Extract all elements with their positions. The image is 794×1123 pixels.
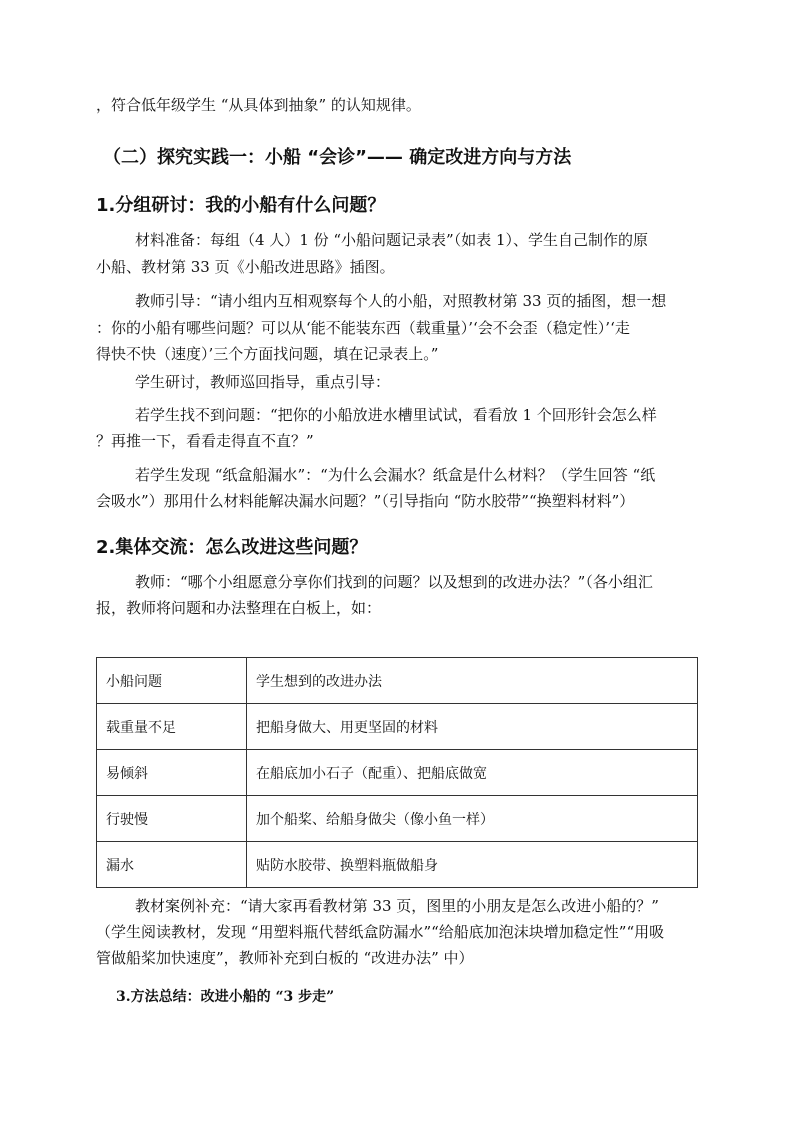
materials-line-1: 材料准备：每组（4 人）1 份 “小船问题记录表”（如表 1）、学生自己制作的原 xyxy=(135,231,649,249)
solution-cell: 加个船桨、给船身做尖（像小鱼一样） xyxy=(247,796,698,842)
teacher-guide-line-1: 教师引导：“请小组内互相观察每个人的小船，对照教材第 33 页的插图，想一想 xyxy=(135,292,667,310)
teacher-guide-line-2: ：你的小船有哪些问题？可以从‘能不能装东西（载重量）’‘会不会歪（稳定性）’‘走 xyxy=(96,319,630,337)
solution-cell: 把船身做大、用更坚固的材料 xyxy=(247,704,698,750)
cant-find-line-1: 若学生找不到问题：“把你的小船放进水槽里试试，看看放 1 个回形针会怎么样 xyxy=(135,406,657,424)
step3-heading: 3.方法总结：改进小船的 “3 步走” xyxy=(116,989,335,1005)
teacher-guide-line-3: 得快不快（速度）’三个方面找问题，填在记录表上。” xyxy=(96,345,439,363)
table-row xyxy=(97,750,698,796)
textbook-line-1: 教材案例补充：“请大家再看教材第 33 页，图里的小朋友是怎么改进小船的？” xyxy=(135,897,659,915)
intro-tail-line: ，符合低年级学生 “从具体到抽象” 的认知规律。 xyxy=(96,96,421,114)
table-header-cell: 小船问题 xyxy=(97,658,247,704)
textbook-line-2: （学生阅读教材，发现 “用塑料瓶代替纸盒防漏水”“给船底加泡沫块增加稳定性”“用吸 xyxy=(96,923,665,941)
table-header-row xyxy=(97,658,698,704)
teacher-share-line-2: 报，教师将问题和办法整理在白板上，如： xyxy=(96,599,382,617)
leak-line-1: 若学生发现 “纸盒船漏水”：“为什么会漏水？纸盒是什么材料？（学生回答 “纸 xyxy=(135,466,656,484)
step2-heading: 2.集体交流：怎么改进这些问题？ xyxy=(96,537,368,558)
students-discuss-line: 学生研讨，教师巡回指导，重点引导： xyxy=(135,373,391,391)
leak-line-2: 会吸水”）那用什么材料能解决漏水问题？”（引导指向 “防水胶带”“换塑料材料”） xyxy=(96,492,635,510)
teacher-share-line-1: 教师：“哪个小组愿意分享你们找到的问题？以及想到的改进办法？”（各小组汇 xyxy=(135,573,653,591)
solution-cell: 贴防水胶带、换塑料瓶做船身 xyxy=(247,842,698,888)
table-row xyxy=(97,796,698,842)
step1-heading: 1.分组研讨：我的小船有什么问题？ xyxy=(96,195,386,216)
table-row xyxy=(97,704,698,750)
problem-solution-table xyxy=(96,657,698,888)
materials-line-2: 小船、教材第 33 页《小船改进思路》插图。 xyxy=(96,258,395,276)
cant-find-line-2: ？再推一下，看看走得直不直？” xyxy=(96,432,314,450)
table-header-cell: 学生想到的改进办法 xyxy=(247,658,698,704)
section-heading: （二）探究实践一：小船 “会诊”—— 确定改进方向与方法 xyxy=(103,147,572,168)
problem-cell: 行驶慢 xyxy=(97,796,247,842)
problem-cell: 漏水 xyxy=(97,842,247,888)
problem-cell: 易倾斜 xyxy=(97,750,247,796)
problem-cell: 载重量不足 xyxy=(97,704,247,750)
textbook-line-3: 管做船桨加快速度”，教师补充到白板的 “改进办法” 中） xyxy=(96,949,474,967)
solution-cell: 在船底加小石子（配重）、把船底做宽 xyxy=(247,750,698,796)
table-row xyxy=(97,842,698,888)
